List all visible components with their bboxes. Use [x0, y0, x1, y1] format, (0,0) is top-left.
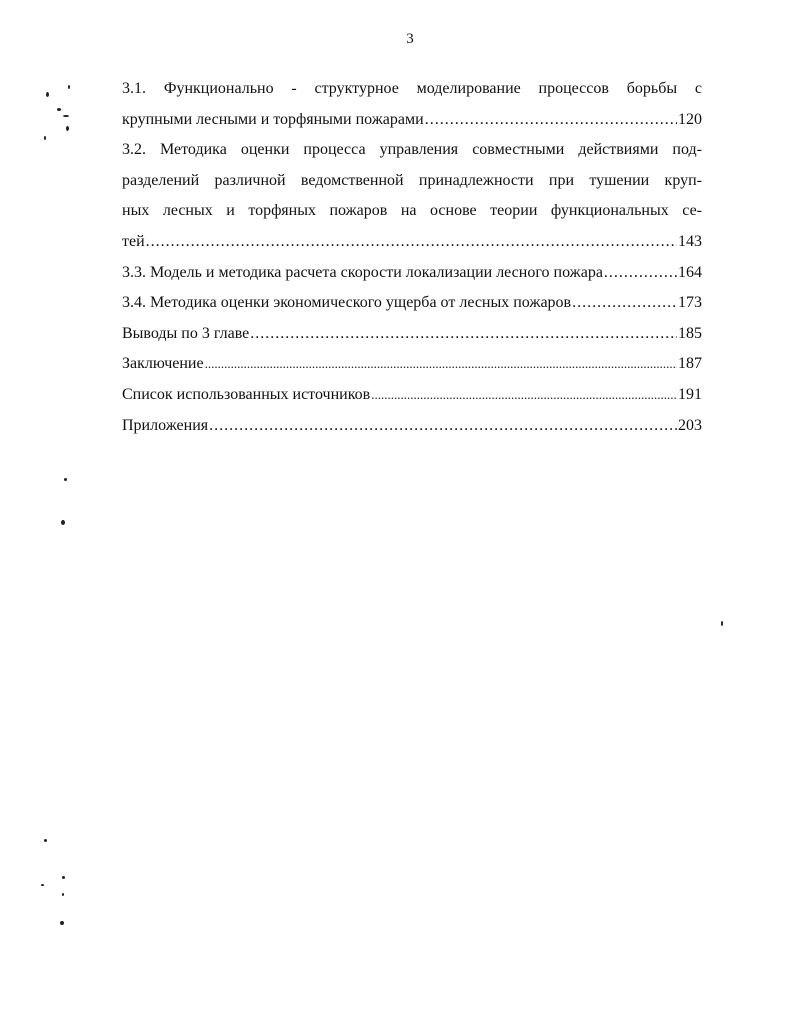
- leader-dots: [146, 227, 677, 258]
- leader-dots: [205, 349, 677, 380]
- toc-entry-references: [122, 380, 702, 411]
- toc-entry-text-line: разделений различной ведомственной принадлежности при тушении круп-: [122, 171, 702, 189]
- scan-speck: [46, 92, 49, 97]
- scan-speck: [41, 884, 44, 886]
- leader-dots: [425, 105, 677, 136]
- toc-entry-3-1: [122, 74, 702, 135]
- toc-entry-3-2: [122, 135, 702, 257]
- scan-speck: [44, 136, 46, 140]
- toc-entry-title: Приложения: [122, 416, 209, 434]
- toc-page-number: 173: [678, 294, 702, 312]
- leader-dots: [209, 411, 677, 442]
- toc-entry-title: Заключение: [122, 355, 204, 373]
- scan-speck: [61, 520, 65, 525]
- scan-speck: [66, 126, 69, 131]
- table-of-contents: [122, 74, 702, 441]
- leader-dots: [572, 288, 677, 319]
- toc-entry-text-line: 3.2. Методика оценки процесса управления совместными действиями под-: [122, 141, 702, 159]
- scan-speck: [57, 108, 61, 111]
- scan-speck: [721, 621, 723, 626]
- toc-entry-title: крупными лесными и торфяными пожарами: [122, 110, 424, 128]
- scan-speck: [68, 85, 70, 89]
- toc-entry-appendices: [122, 411, 702, 442]
- leader-dots: [371, 380, 677, 411]
- scan-speck: [63, 115, 69, 117]
- toc-page-number: 120: [678, 110, 702, 128]
- toc-entry-title: Список использованных источников: [122, 385, 371, 403]
- toc-entry-conclusion: [122, 349, 702, 380]
- toc-entry-3-4: [122, 288, 702, 319]
- toc-page-number: 203: [678, 416, 702, 434]
- scan-speck: [60, 921, 64, 925]
- toc-entry-conclusions-ch3: [122, 319, 702, 350]
- scan-speck: [64, 478, 67, 481]
- toc-entry-title: Выводы по 3 главе: [122, 324, 250, 342]
- toc-entry-title: 3.4. Методика оценки экономического ущерба от лесных пожаров: [122, 294, 572, 312]
- toc-page-number: 143: [678, 232, 702, 250]
- toc-entry-title: тей: [122, 232, 145, 250]
- leader-dots: [604, 258, 677, 289]
- toc-page-number: 191: [678, 385, 702, 403]
- toc-page-number: 187: [678, 355, 702, 373]
- scan-speck: [62, 893, 64, 896]
- scan-speck: [62, 876, 65, 879]
- toc-entry-text-line: 3.1. Функционально - структурное моделирование процессов борьбы с: [122, 80, 702, 97]
- toc-entry-title: 3.3. Модель и методика расчета скорости локализации лесного пожара: [122, 263, 603, 281]
- scan-speck: [44, 839, 47, 842]
- toc-entry-text-line: ных лесных и торфяных пожаров на основе теории функциональных се-: [122, 202, 702, 220]
- toc-entry-3-3: [122, 258, 702, 289]
- leader-dots: [250, 319, 677, 350]
- toc-page-number: 164: [678, 263, 702, 281]
- toc-page-number: 185: [678, 324, 702, 342]
- page-number: 3: [406, 31, 414, 47]
